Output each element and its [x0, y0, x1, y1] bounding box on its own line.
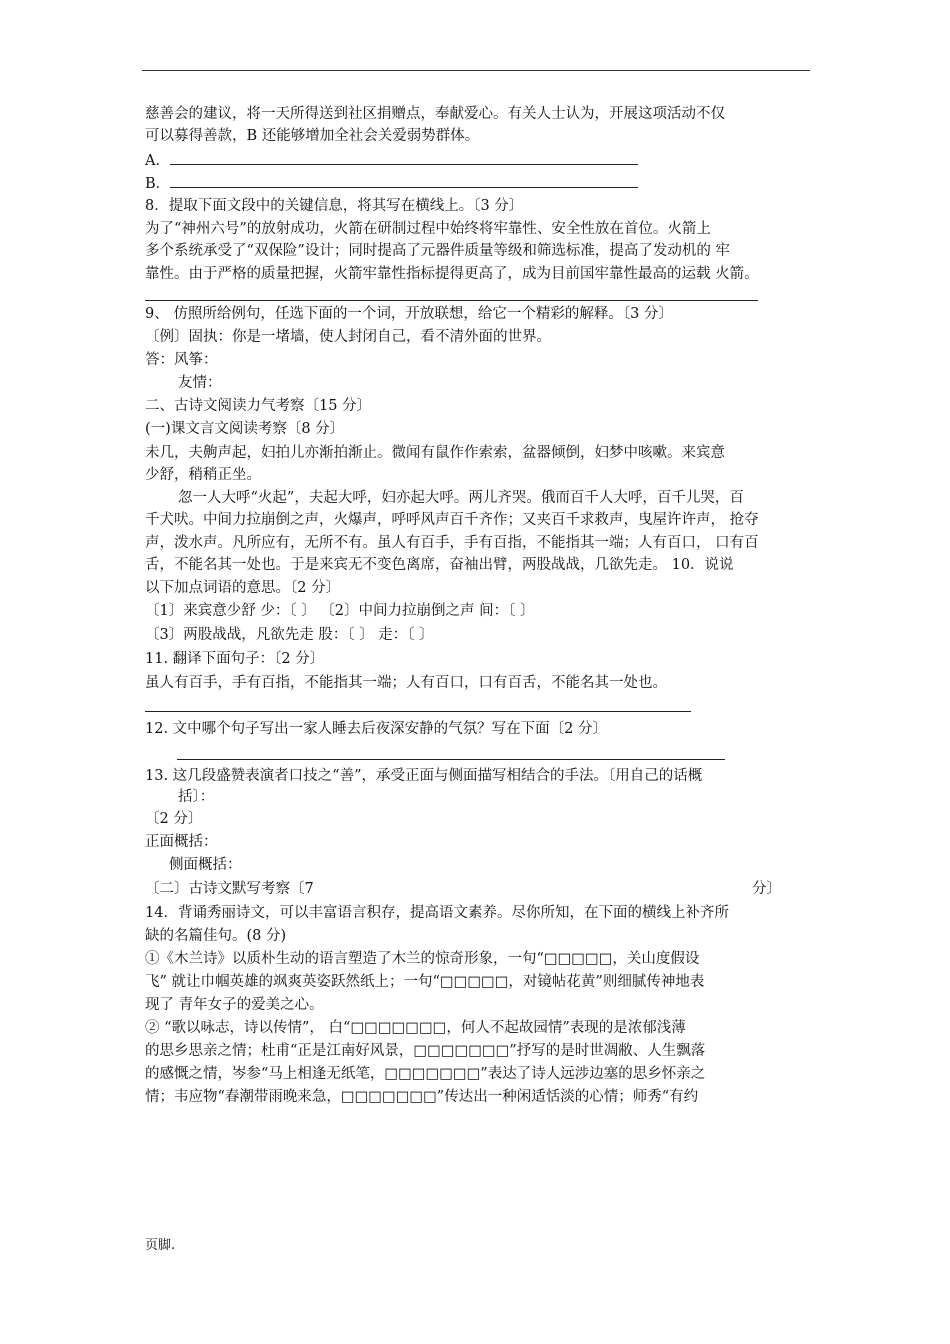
header-rule — [142, 70, 810, 71]
text-line: 靠性。由于严格的质量把握，火箭牢靠性指标提得更高了，成为目前国牢靠性最高的运载 火箭。 — [145, 266, 759, 282]
text-line: 舌，不能名其一处也。于是来宾无不变色离席，奋袖出臂，两股战战，几欲先走。 10．说说 — [145, 557, 734, 573]
question-11: 11. 翻译下面句子：〔2 分〕 — [145, 651, 325, 667]
text-line: 声，泼水声。凡所应有，无所不有。虽人有百手，手有百指，不能指其一端；人有百口， 口有百 — [145, 535, 759, 551]
question-13: 13. 这几段盛赞表演者口技之“善”，承受正面与侧面描写相结合的手法。〔用自己的话概 — [145, 768, 703, 784]
text-line: 友情： — [178, 375, 222, 391]
answer-blank-8[interactable] — [145, 300, 758, 301]
text-line: 情；韦应物“春潮带雨晚来急，□□□□□□□”传达出一种闲适恬淡的心情；师秀“有约 — [145, 1089, 699, 1105]
subsection-heading: (一)课文言文阅读考察〔8 分〕 — [145, 421, 345, 437]
text-line: 现了 青年女子的爱美之心。 — [145, 997, 324, 1013]
text-line: 正面概括： — [145, 834, 218, 850]
text-line: 可以募得善款，B 还能够增加全社会关爱弱势群体。 — [145, 128, 480, 144]
text-line: 千犬吠。中间力拉崩倒之声，火爆声，呼呼风声百千齐作；又夹百千求救声，曳屋许许声， 抢夺 — [145, 512, 759, 528]
question-8: 8．提取下面文段中的关键信息，将其写在横线上。〔3 分〕 — [145, 198, 524, 214]
question-9: 9、 仿照所给例句，任选下面的一个词，开放联想，给它一个精彩的解释。〔3 分〕 — [145, 306, 673, 322]
text-line: 为了“神州六号”的放射成功，火箭在研制过程中始终将牢靠性、安全性放在首位。火箭上 — [145, 221, 711, 237]
text-line: 〔1〕来宾意少舒 少：〔 〕 〔2〕中间力拉崩倒之声 间：〔 〕 — [145, 603, 535, 619]
answer-blank-11[interactable] — [145, 711, 691, 712]
text-line: 分〕 — [752, 881, 781, 897]
answer-a-line: A． — [145, 150, 638, 171]
text-line: 答：风筝： — [145, 352, 218, 368]
text-line: 括〕： — [178, 789, 215, 805]
text-line: 〔2 分〕 — [145, 811, 203, 827]
page-footer: 页脚. — [145, 1238, 176, 1253]
text-line: 慈善会的建议，将一天所得送到社区捐赠点，奉献爱心。有关人士认为，开展这项活动不仅 — [145, 106, 725, 122]
answer-b-line: B． — [145, 173, 638, 194]
text-line: 多个系统承受了“双保险”设计；同时提高了元器件质量等级和筛选标准，提高了发动机的 牢 — [145, 243, 730, 259]
text-line: 以下加点词语的意思。〔2 分〕 — [145, 580, 341, 596]
text-line: 缺的名篇佳句。(8 分) — [145, 928, 287, 944]
text-line: 飞” 就让巾帼英雄的飒爽英姿跃然纸上；一句“□□□□□，对镜帖花黄”则细腻传神地表 — [145, 974, 705, 990]
question-12: 12. 文中哪个句子写出一家人睡去后夜深安静的气氛？写在下面〔2 分〕 — [145, 721, 608, 737]
text-line: 忽一人大呼“火起”，夫起大呼，妇亦起大呼。两儿齐哭。俄而百千人大呼，百千儿哭，百 — [178, 490, 744, 506]
text-line: ①《木兰诗》以质朴生动的语言塑造了木兰的惊奇形象，一句“□□□□□，关山度假设 — [145, 951, 700, 967]
text-line: 未几，夫齁声起，妇拍儿亦渐拍渐止。微闻有鼠作作索索，盆器倾倒，妇梦中咳嗽。来宾意 — [145, 445, 725, 461]
answer-blank-12[interactable] — [177, 759, 725, 760]
text-line: 少舒，稍稍正坐。 — [145, 467, 261, 483]
text-line: 侧面概括： — [169, 857, 242, 873]
question-14: 14．背诵秀丽诗文，可以丰富语言积存，提高语文素养。尽你所知，在下面的横线上补齐所 — [145, 905, 729, 921]
text-line: 〔例〕固执：你是一堵墙，使人封闭自己，看不清外面的世界。 — [145, 329, 551, 345]
text-line: 虽人有百手，手有百指，不能指其一端；人有百口，口有百舌，不能名其一处也。 — [145, 675, 667, 691]
section-heading: 二、古诗文阅读力气考察〔15 分〕 — [145, 398, 372, 414]
text-line: ② “歌以咏志，诗以传情”， 白“□□□□□□□，何人不起故园情”表现的是浓郁浅薄 — [145, 1020, 686, 1036]
answer-a-blank[interactable] — [170, 150, 638, 165]
text-line: 〔3〕两股战战，凡欲先走 股：〔 〕 走：〔 〕 — [145, 627, 434, 643]
text-line: 的感慨之情，岑参“马上相逢无纸笔，□□□□□□□”表达了诗人远涉边塞的思乡怀亲之 — [145, 1066, 706, 1082]
subsection-heading: 〔二〕古诗文默写考察〔7 — [145, 881, 314, 897]
text-line: 的思乡思亲之情；杜甫“正是江南好风景，□□□□□□□”抒写的是时世凋敝、人生飘落 — [145, 1043, 706, 1059]
answer-b-blank[interactable] — [170, 173, 638, 188]
